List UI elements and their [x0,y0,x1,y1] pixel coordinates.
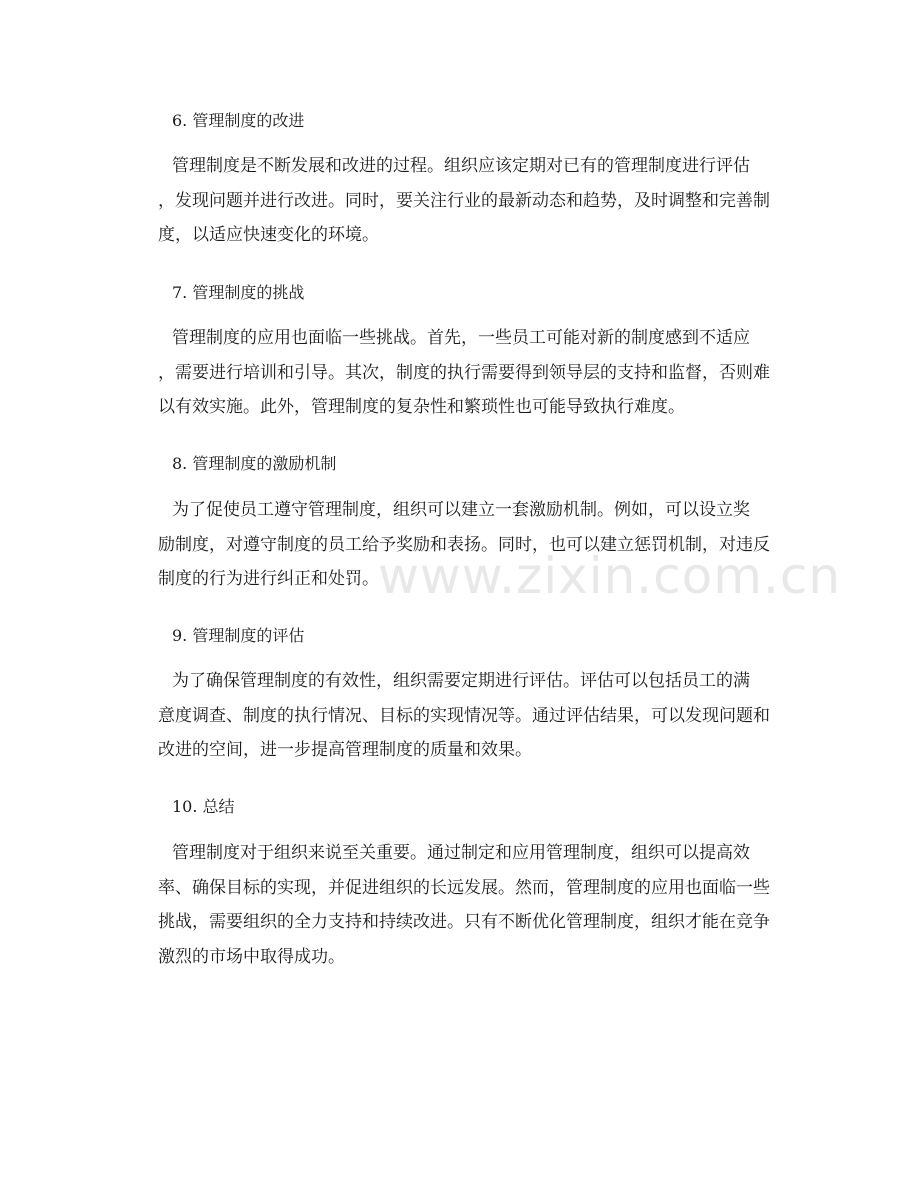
section-heading: 6. 管理制度的改进 [172,111,305,130]
paragraph-line: 管理制度对于组织来说至关重要。通过制定和应用管理制度，组织可以提高效 [172,843,750,863]
paragraph-line: 率、确保目标的实现，并促进组织的长远发展。然而，管理制度的应用也面临一些 [158,877,770,898]
paragraph-line: 度，以适应快速变化的环境。 [158,225,379,245]
section-heading: 8. 管理制度的激励机制 [172,454,337,473]
paragraph-line: 改进的空间，进一步提高管理制度的质量和效果。 [158,740,532,760]
section-heading: 7. 管理制度的挑战 [172,283,305,302]
watermark: www.zixin.com.cn [378,547,842,605]
paragraph-line: 管理制度的应用也面临一些挑战。首先，一些员工可能对新的制度感到不适应 [172,328,750,348]
paragraph-line: 激烈的市场中取得成功。 [158,946,345,967]
paragraph-line: ，需要进行培训和引导。其次，制度的执行需要得到领导层的支持和监督，否则难 [158,362,770,383]
section-heading: 10. 总结 [172,797,235,816]
paragraph-line: 为了促使员工遵守管理制度，组织可以建立一套激励机制。例如，可以设立奖 [172,500,750,520]
paragraph-line: 管理制度是不断发展和改进的过程。组织应该定期对已有的管理制度进行评估 [172,156,750,176]
section-paragraph [158,321,770,425]
paragraph-line: 意度调查、制度的执行情况、目标的实现情况等。通过评估结果，可以发现问题和 [158,705,770,726]
section-paragraph [158,149,770,253]
section-paragraph [158,493,770,597]
section-heading: 9. 管理制度的评估 [172,626,305,645]
paragraph-line: 挑战，需要组织的全力支持和持续改进。只有不断优化管理制度，组织才能在竞争 [158,912,770,932]
paragraph-line: 制度的行为进行纠正和处罚。 [158,569,379,589]
paragraph-line: 励制度，对遵守制度的员工给予奖励和表扬。同时，也可以建立惩罚机制，对违反 [158,534,770,555]
section-paragraph [158,664,770,768]
paragraph-line: ，发现问题并进行改进。同时，要关注行业的最新动态和趋势，及时调整和完善制 [158,190,770,211]
paragraph-line: 为了确保管理制度的有效性，组织需要定期进行评估。评估可以包括员工的满 [172,671,750,691]
paragraph-line: 以有效实施。此外，管理制度的复杂性和繁琐性也可能导致执行难度。 [158,397,685,417]
section-paragraph [158,836,770,974]
